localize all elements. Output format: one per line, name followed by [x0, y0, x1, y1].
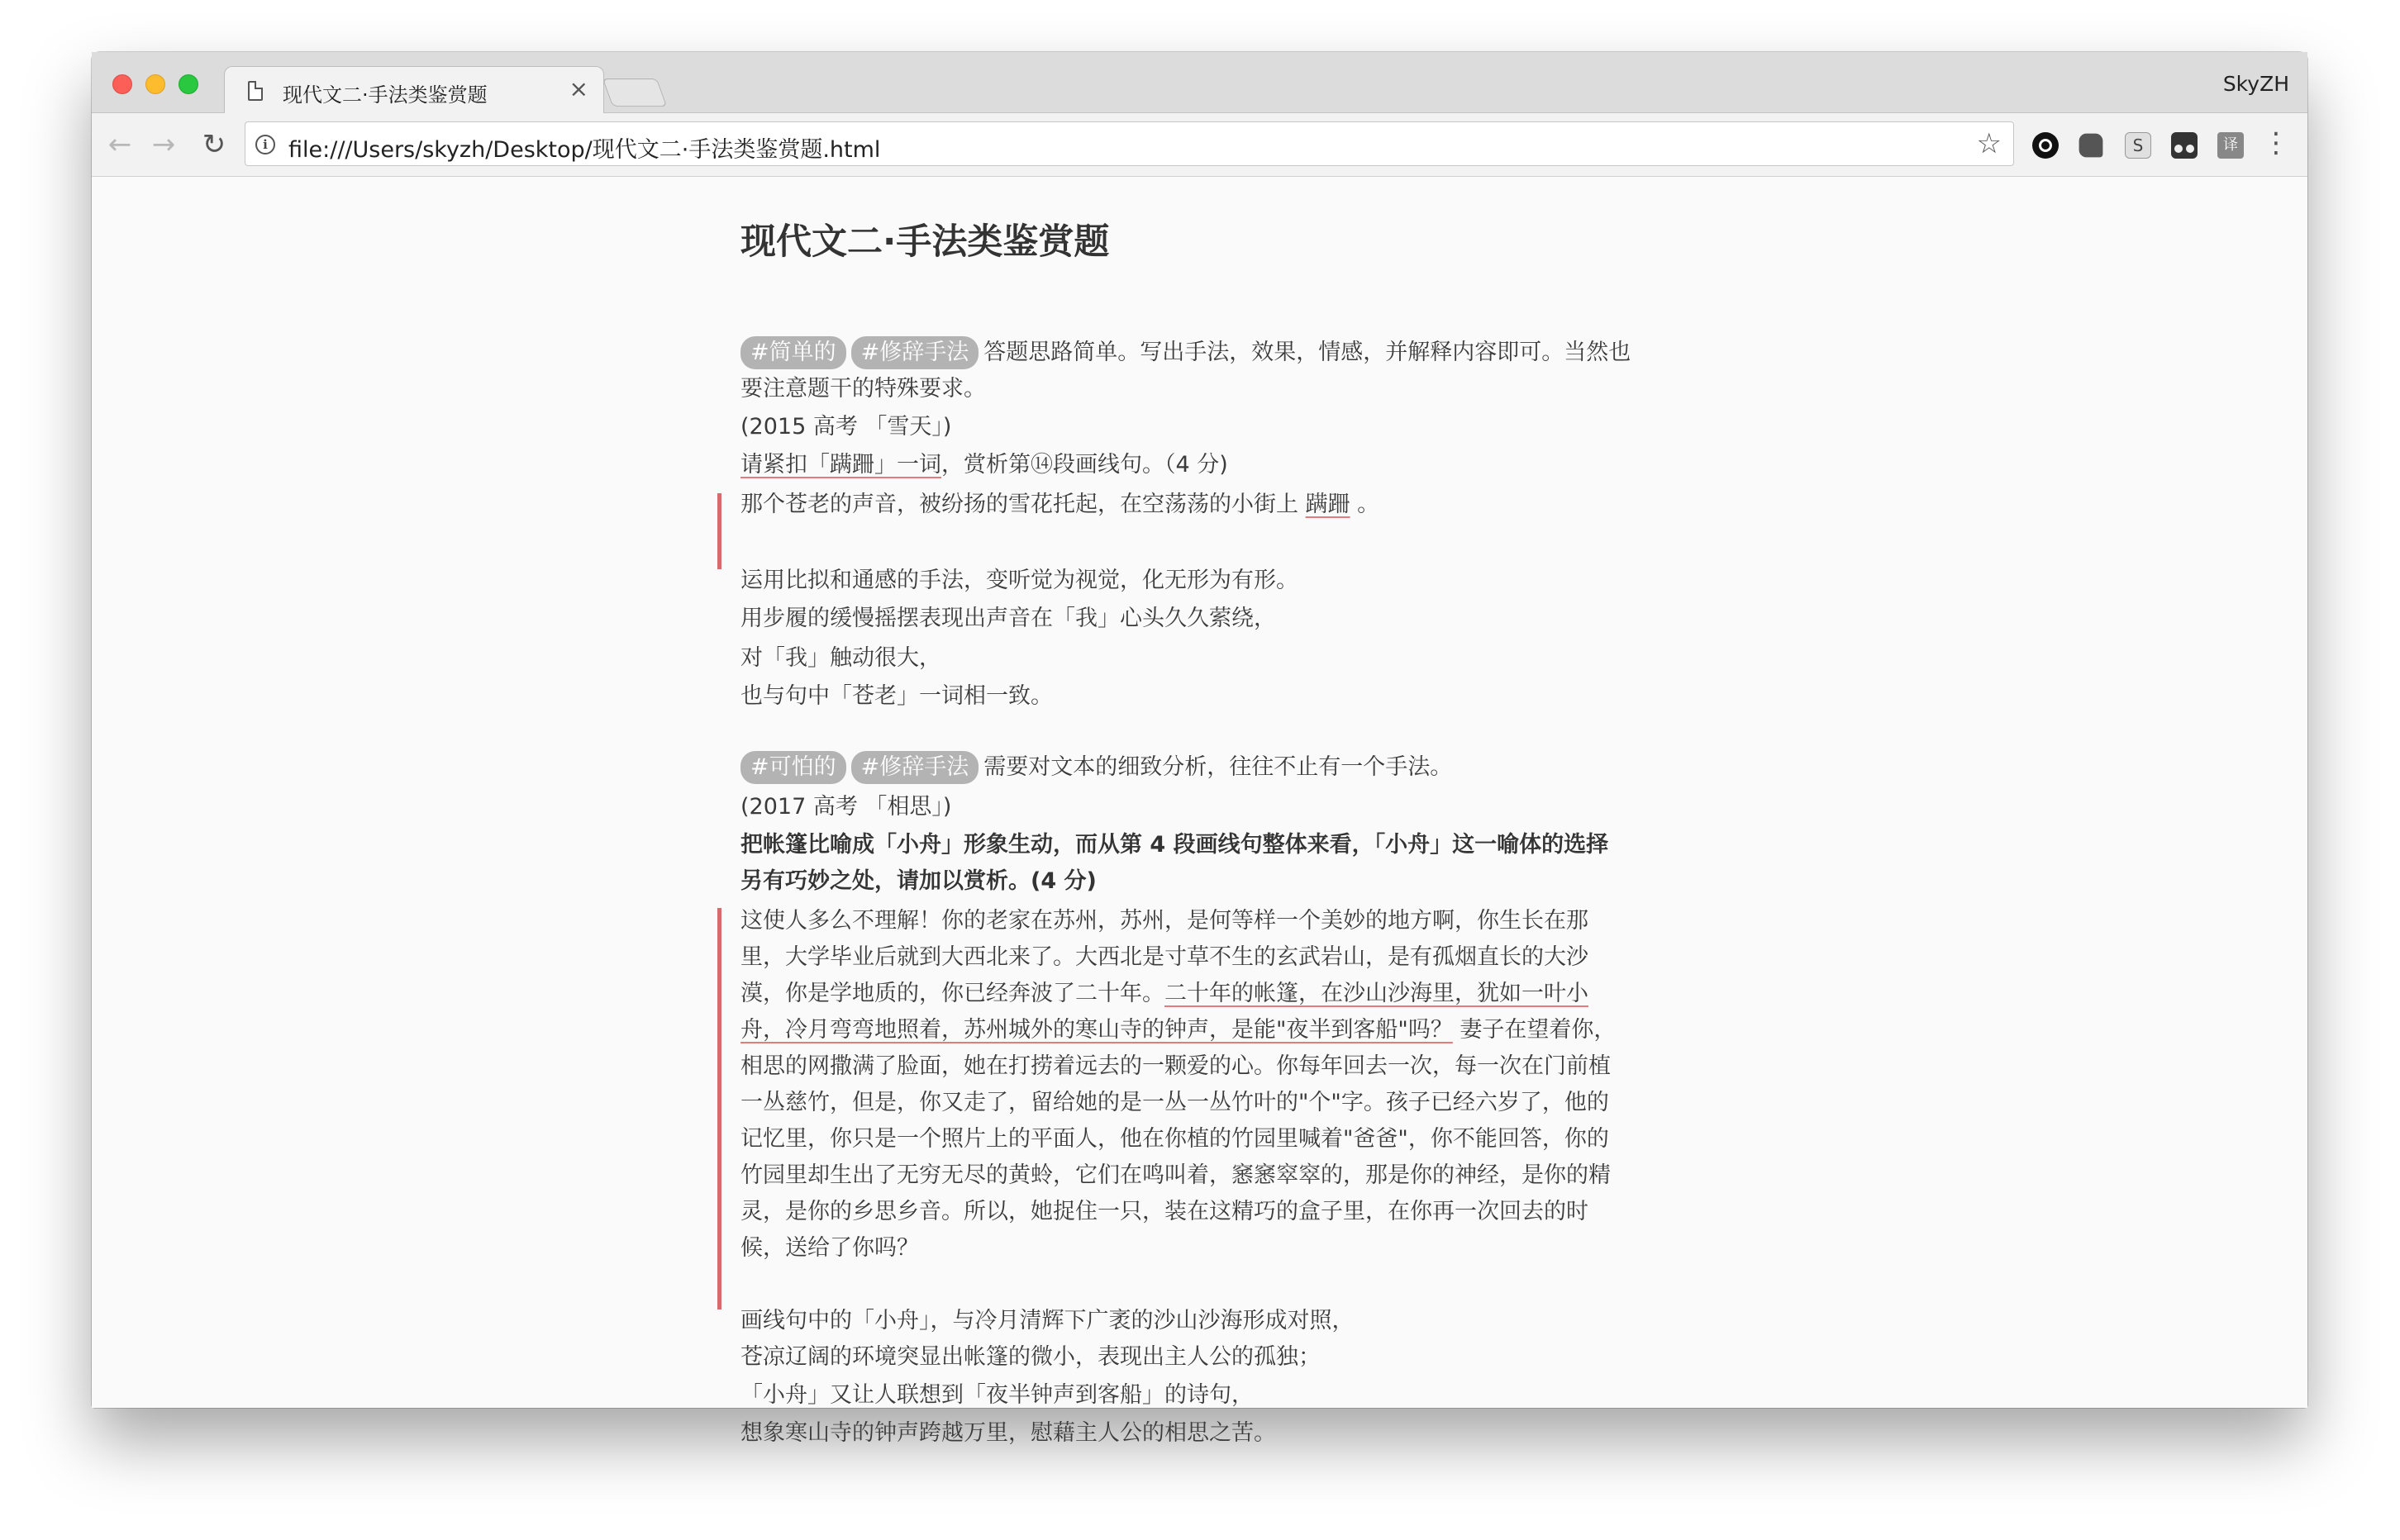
quote-text: 那个苍老的声音，被纷扬的雪花托起，在空荡荡的小街上 [740, 492, 1306, 517]
section1-intro-cont: 要注意题干的特殊要求。 [740, 376, 986, 402]
intro-text: 需要对文本的细致分析，往往不止有一个手法。 [983, 754, 1453, 780]
forward-icon[interactable]: → [151, 128, 176, 161]
answer-line: 画线句中的「小舟」，与冷月清辉下广袤的沙山沙海形成对照， [740, 1308, 1355, 1333]
answer-line: 「小舟」又让人联想到「夜半钟声到客船」的诗句， [740, 1382, 1254, 1408]
tab-active[interactable] [224, 66, 604, 114]
page-content [92, 178, 2307, 1446]
page-title: 现代文二·手法类鉴赏题 [740, 221, 1110, 263]
quote-text: 妻子在望着你， [1452, 1017, 1617, 1043]
document-icon [248, 81, 263, 101]
quote-line: 候，送给了你吗？ [740, 1235, 919, 1261]
answer-line: 运用比拟和通感的手法，变听觉为视觉，化无形为有形。 [740, 568, 1298, 593]
section1-intro [740, 335, 1631, 371]
section2-question: 把帐篷比喻成「小舟」形象生动，而从第 4 段画线句整体来看，「小舟」这一喻体的选择 [740, 832, 1609, 858]
new-tab-button[interactable] [602, 78, 667, 107]
section1-question [740, 447, 1228, 483]
tag[interactable]: #简单的 [740, 336, 846, 369]
section1-source: (2015 高考 「雪天」) [740, 414, 952, 440]
star-icon[interactable]: ☆ [1976, 127, 2002, 160]
answer-line: 对「我」触动很大， [740, 645, 941, 671]
browser-window [92, 52, 2307, 1446]
quote-line: 里，大学毕业后就到大西北来了。大西北是寸草不生的玄武岩山，是有孤烟直长的大沙 [740, 944, 1588, 970]
quote-text: 。 [1350, 492, 1380, 517]
quote-line: 这使人多么不理解！你的老家在苏州，苏州，是何等样一个美妙的地方啊，你生长在那 [740, 908, 1588, 934]
tag[interactable]: #可怕的 [740, 751, 846, 784]
quote-line [740, 976, 1588, 1012]
quote-line: 竹园里却生出了无穷无尽的黄蛉，它们在鸣叫着，窸窸窣窣的，那是你的神经，是你的精 [740, 1162, 1611, 1188]
extension-circle-icon[interactable] [2032, 132, 2059, 159]
quote-underlined: 蹒跚 [1305, 492, 1350, 517]
menu-icon[interactable]: ⋮ [2262, 126, 2290, 159]
quote-line [740, 1012, 1616, 1048]
section2-question-cont: 另有巧妙之处，请加以赏析。(4 分) [740, 868, 1097, 894]
quote-line: 记忆里，你只是一个照片上的平面人，他在你植的竹园里喊着"爸爸"，你不能回答，你的 [740, 1126, 1609, 1152]
quote-text: 漠，你是学地质的，你已经奔波了二十年。 [740, 981, 1164, 1006]
toolbar [92, 113, 2307, 177]
translate-icon[interactable]: 译 [2217, 132, 2244, 159]
intro-text: 答题思路简单。写出手法，效果，情感，并解释内容即可。当然也 [983, 340, 1631, 365]
answer-line: 用步履的缓慢摇摆表现出声音在「我」心头久久萦绕， [740, 606, 1276, 631]
quote-line: 灵，是你的乡思乡音。所以，她捉住一只，装在这精巧的盒子里，在你再一次回去的时 [740, 1199, 1588, 1224]
extension-glasses-icon[interactable] [2171, 132, 2198, 159]
section2-source: (2017 高考 「相思」) [740, 794, 952, 820]
info-icon[interactable]: i [255, 135, 275, 154]
back-icon[interactable]: ← [107, 128, 132, 161]
blockquote-bar [717, 908, 721, 1309]
section1-quote [740, 487, 1379, 523]
address-bar[interactable] [245, 121, 2014, 166]
tab-strip [92, 52, 2307, 113]
zoom-window-button[interactable] [179, 74, 198, 94]
url-text[interactable]: file:///Users/skyzh/Desktop/现代文二·手法类鉴赏题.html [288, 137, 881, 163]
evernote-icon[interactable] [2079, 134, 2103, 158]
reload-icon[interactable]: ↻ [202, 128, 226, 161]
quote-underlined: 舟，冷月弯弯地照着，苏州城外的寒山寺的钟声，是能"夜半到客船"吗？ [740, 1017, 1453, 1043]
question-text: ，赏析第⑭段画线句。（4 分) [941, 452, 1228, 478]
tag[interactable]: #修辞手法 [851, 336, 979, 369]
extension-s-icon[interactable]: S [2125, 132, 2151, 159]
question-underlined: 请紧扣「蹒跚」一词 [740, 452, 941, 478]
quote-line: 一丛慈竹，但是，你又走了，留给她的是一丛一丛竹叶的"个"字。孩子已经六岁了，他的 [740, 1090, 1609, 1115]
close-window-button[interactable] [112, 74, 132, 94]
answer-line: 也与句中「苍老」一词相一致。 [740, 683, 1053, 709]
quote-underlined: 二十年的帐篷，在沙山沙海里，犹如一叶小 [1164, 981, 1588, 1006]
answer-line: 苍凉辽阔的环境突显出帐篷的微小，表现出主人公的孤独； [740, 1344, 1321, 1370]
minimize-window-button[interactable] [145, 74, 165, 94]
close-tab-icon[interactable]: × [569, 75, 588, 102]
blockquote-bar [717, 493, 721, 569]
tag[interactable]: #修辞手法 [851, 751, 979, 784]
quote-line: 相思的网撒满了脸面，她在打捞着远去的一颗爱的心。你每年回去一次，每一次在门前植 [740, 1053, 1611, 1079]
section2-intro [740, 749, 1452, 786]
profile-name[interactable]: SkyZH [2222, 72, 2289, 96]
answer-line: 想象寒山寺的钟声跨越万里，慰藉主人公的相思之苦。 [740, 1420, 1276, 1446]
tab-title: 现代文二·手法类鉴赏题 [283, 83, 488, 107]
